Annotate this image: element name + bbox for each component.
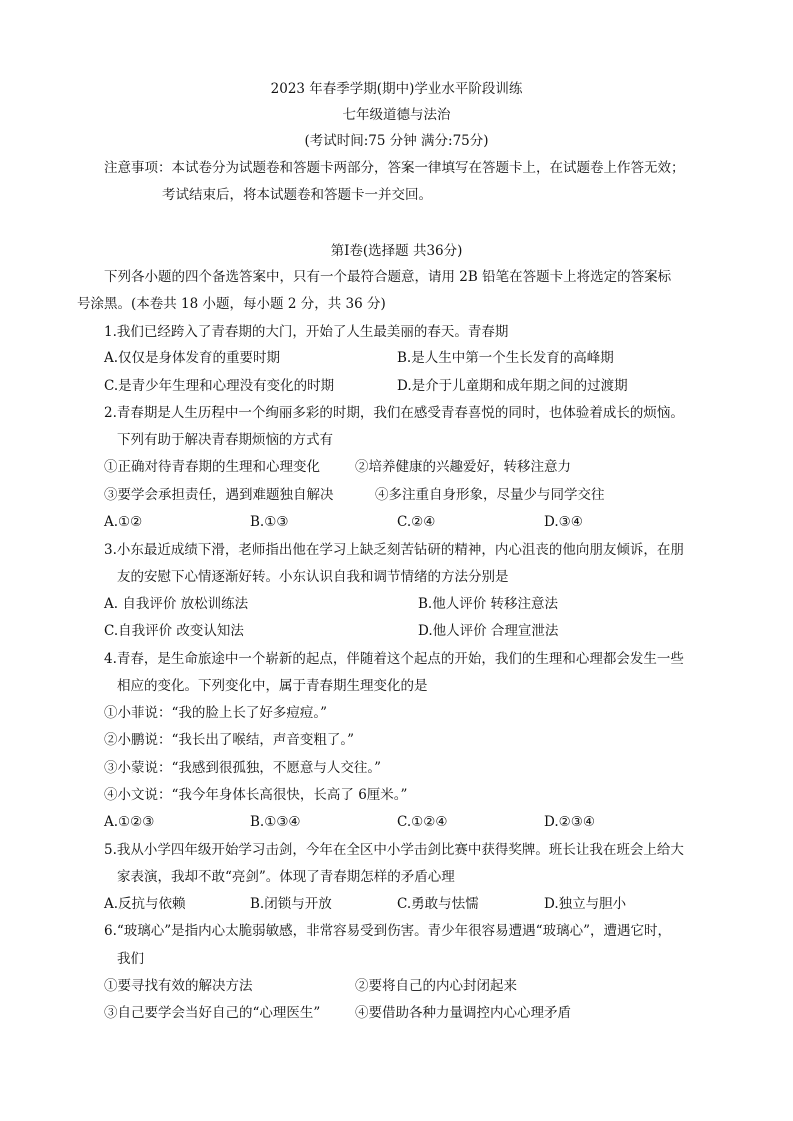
q3-option-b: B.他人评价 转移注意法 (418, 596, 559, 612)
q2-stem-1: 2.青春期是人生历程中一个绚丽多彩的时期，我们在感受青春喜悦的同时，也体验着成长的烦恼。 (104, 405, 684, 421)
q5-option-d: D.独立与胆小 (544, 896, 627, 912)
q3-option-a: A. 自我评价 放松训练法 (104, 596, 249, 612)
q3-stem-2: 友的安慰下心情逐渐好转。小东认识自我和调节情绪的方法分别是 (117, 569, 509, 585)
q2-option-d: D.③④ (544, 514, 583, 530)
q4-statement-1: ①小菲说：“我的脸上长了好多痘痘。” (104, 705, 328, 721)
q5-option-a: A.反抗与依赖 (104, 896, 186, 912)
q4-stem-1: 4.青春，是生命旅途中一个崭新的起点，伴随着这个起点的开始，我们的生理和心理都会发生一些 (104, 651, 684, 667)
part1-instruction-1: 下列各小题的四个备选答案中，只有一个最符合题意，请用 2B 铅笔在答题卡上将选定的答案标 (104, 269, 672, 285)
q2-option-a: A.①② (104, 514, 143, 530)
notice-line-2: 考试结束后，将本试题卷和答题卡一并交回。 (162, 187, 432, 203)
part1-instruction-2: 号涂黑。(本卷共 18 小题，每小题 2 分，共 36 分) (77, 296, 386, 312)
q4-statement-4: ④小文说：“我今年身体长高很快，长高了 6厘米。” (104, 787, 408, 803)
q4-option-d: D.②③④ (544, 814, 595, 830)
q6-stem-2: 我们 (117, 951, 144, 967)
q1-option-a: A.仅仅是身体发育的重要时期 (104, 350, 281, 366)
exam-title: 2023 年春季学期(期中)学业水平阶段训练 (270, 81, 523, 97)
q2-statement-1: ①正确对待青春期的生理和心理变化 (104, 459, 320, 475)
q1-option-c: C.是青少年生理和心理没有变化的时期 (104, 378, 335, 394)
q5-stem-1: 5.我从小学四年级开始学习击剑，今年在全区中小学击剑比赛中获得奖牌。班长让我在班会上给大 (104, 842, 684, 858)
q6-statement-2: ②要将自己的内心封闭起来 (355, 978, 517, 994)
q5-option-c: C.勇敢与怯懦 (397, 896, 479, 912)
q6-statement-1: ①要寻找有效的解决方法 (104, 978, 253, 994)
q5-stem-2: 家表演，我却不敢“亮剑”。体现了青春期怎样的矛盾心理 (117, 869, 455, 885)
q5-option-b: B.闭锁与开放 (250, 896, 332, 912)
q2-statement-2: ②培养健康的兴趣爱好，转移注意力 (355, 459, 571, 475)
q3-stem-1: 3.小东最近成绩下滑，老师指出他在学习上缺乏刻苦钻研的精神，内心沮丧的他向朋友倾诉，在朋 (104, 542, 684, 558)
subject-title: 七年级道德与法治 (342, 107, 451, 123)
q6-stem-1: 6.“玻璃心”是指内心太脆弱敏感，非常容易受到伤害。青少年很容易遭遇“玻璃心”，遭遇它时， (104, 923, 671, 939)
exam-info: (考试时间:75 分钟 满分:75分) (304, 133, 489, 149)
q1-option-b: B.是人生中第一个生长发育的高峰期 (397, 350, 614, 366)
part1-title: 第Ⅰ卷(选择题 共36分) (330, 243, 463, 259)
q6-statement-3: ③自己要学会当好自己的“心理医生” (104, 1005, 321, 1021)
q4-option-a: A.①②③ (104, 814, 155, 830)
notice-line-1: 注意事项：本试卷分为试题卷和答题卡两部分，答案一律填写在答题卡上，在试题卷上作答无效； (104, 160, 685, 176)
q4-stem-2: 相应的变化。下列变化中，属于青春期生理变化的是 (117, 678, 428, 694)
q4-option-b: B.①③④ (250, 814, 301, 830)
q1-stem: 1.我们已经跨入了青春期的大门，开始了人生最美丽的春天。青春期 (104, 324, 509, 340)
q6-statement-4: ④要借助各种力量调控内心心理矛盾 (355, 1005, 571, 1021)
q4-option-c: C.①②④ (397, 814, 448, 830)
q2-stem-2: 下列有助于解决青春期烦恼的方式有 (117, 432, 333, 448)
q4-statement-3: ③小蒙说：“我感到很孤独，不愿意与人交往。” (104, 760, 382, 776)
q3-option-c: C.自我评价 改变认知法 (104, 623, 244, 639)
q1-option-d: D.是介于儿童期和成年期之间的过渡期 (397, 378, 628, 394)
q2-statement-3: ③要学会承担责任，遇到难题独自解决 (104, 487, 334, 503)
q4-statement-2: ②小鹏说：“我长出了喉结，声音变粗了。” (104, 732, 355, 748)
q2-option-c: C.②④ (397, 514, 436, 530)
q2-statement-4: ④多注重自身形象，尽量少与同学交往 (375, 487, 605, 503)
q3-option-d: D.他人评价 合理宣泄法 (418, 623, 559, 639)
q2-option-b: B.①③ (250, 514, 289, 530)
